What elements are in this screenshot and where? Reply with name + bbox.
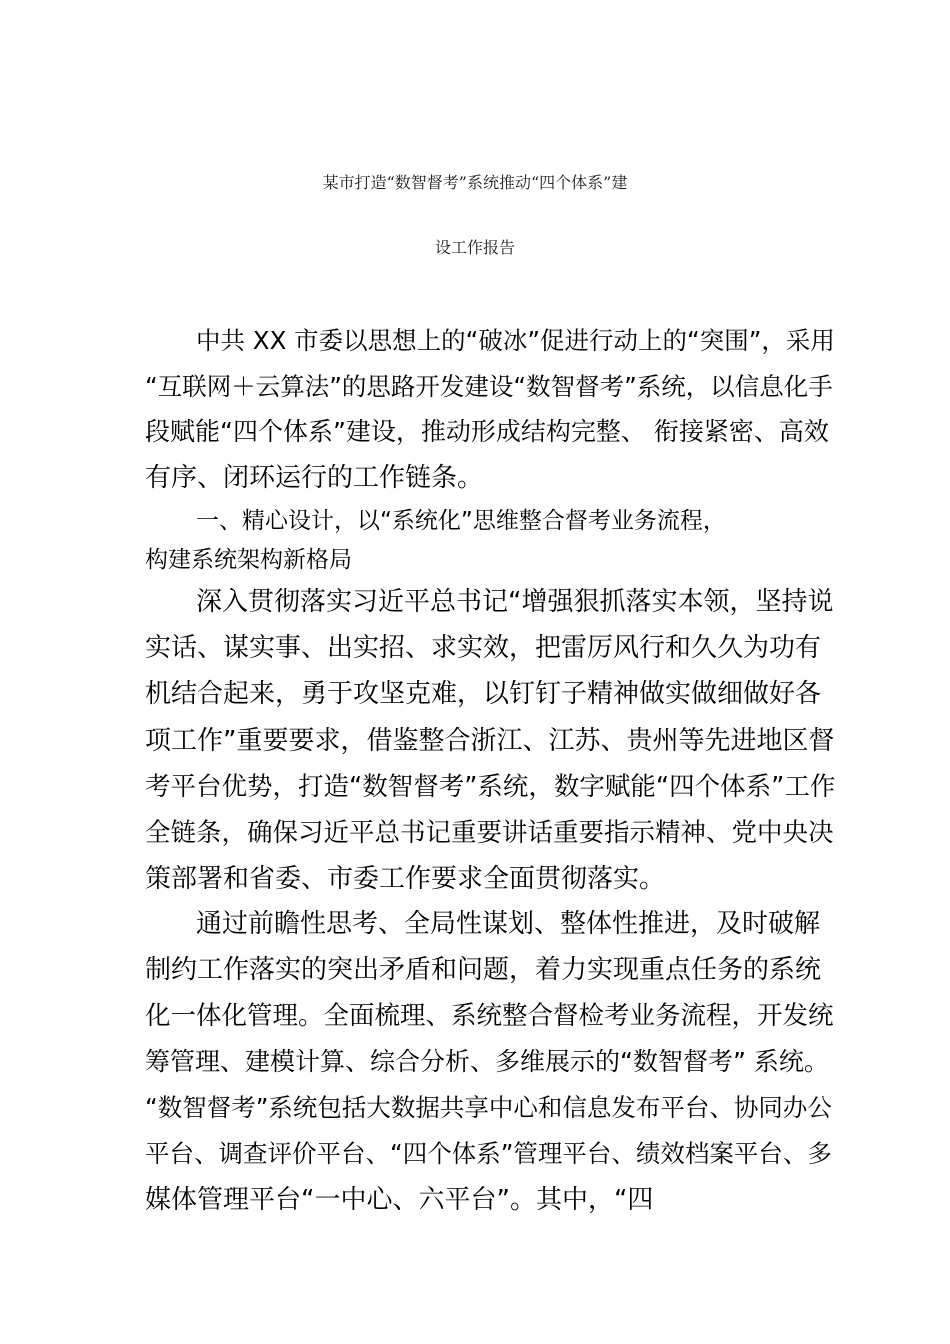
paragraph-3-line-7: 媒体管理平台“一中心、六平台”。其中，“四 — [145, 1185, 654, 1215]
paragraph-2-line-6: 全链条，确保习近平总书记重要讲话重要指示精神、党中央决 — [145, 818, 834, 848]
paragraph-2-line-2: 实话、谋实事、出实招、求实效，把雷厉风行和久久为功有 — [145, 633, 822, 663]
paragraph-2-line-4: 项工作”重要要求，借鉴整合浙江、江苏、贵州等先进地区督 — [145, 726, 835, 756]
paragraph-1-line-4: 有序、闭环运行的工作链条。 — [145, 463, 484, 493]
paragraph-3-line-2: 制约工作落实的突出矛盾和问题，着力实现重点任务的系统 — [145, 955, 822, 985]
paragraph-2-line-3: 机结合起来，勇于攻坚克难，以钉钉子精神做实做细做好各 — [145, 679, 822, 709]
paragraph-1-line-1: 中共 XX 市委以思想上的“破冰”促进行动上的“突围”，采用 — [196, 326, 835, 355]
paragraph-3-line-4: 筹管理、建模计算、综合分析、多维展示的“数智督考” 系统。 — [145, 1047, 829, 1076]
paragraph-1-line-2: “互联网＋云算法”的思路开发建设“数智督考”系统，以信息化手 — [145, 372, 833, 401]
paragraph-3-line-1: 通过前瞻性思考、全局性谋划、整体性推进，及时破解 — [196, 909, 821, 939]
paragraph-3-line-5: “数智督考”系统包括大数据共享中心和信息发布平台、协同办公 — [145, 1093, 832, 1122]
paragraph-3-line-6: 平台、调查评价平台、“四个体系”管理平台、绩效档案平台、多 — [145, 1139, 832, 1168]
paragraph-3-line-3: 化一体化管理。全面梳理、系统整合督检考业务流程，开发统 — [145, 1001, 834, 1031]
document-title-line-1: 某市打造“数智督考”系统推动“四个体系”建 — [322, 173, 628, 192]
paragraph-1-line-3: 段赋能“四个体系”建设，推动形成结构完整、 衔接紧密、高效 — [145, 417, 829, 446]
document-title-line-2: 设工作报告 — [434, 238, 515, 257]
paragraph-2-line-5: 考平台优势，打造“数智督考”系统，数字赋能“四个体系”工作 — [145, 772, 836, 802]
section-heading-line-1: 一、精心设计，以“系统化”思维整合督考业务流程， — [196, 508, 726, 534]
paragraph-2-line-7: 策部署和省委、市委工作要求全面贯彻落实。 — [145, 864, 666, 894]
paragraph-2-line-1: 深入贯彻落实习近平总书记“增强狠抓落实本领，坚持说 — [196, 587, 834, 617]
section-heading-line-2: 构建系统架构新格局 — [145, 547, 352, 573]
